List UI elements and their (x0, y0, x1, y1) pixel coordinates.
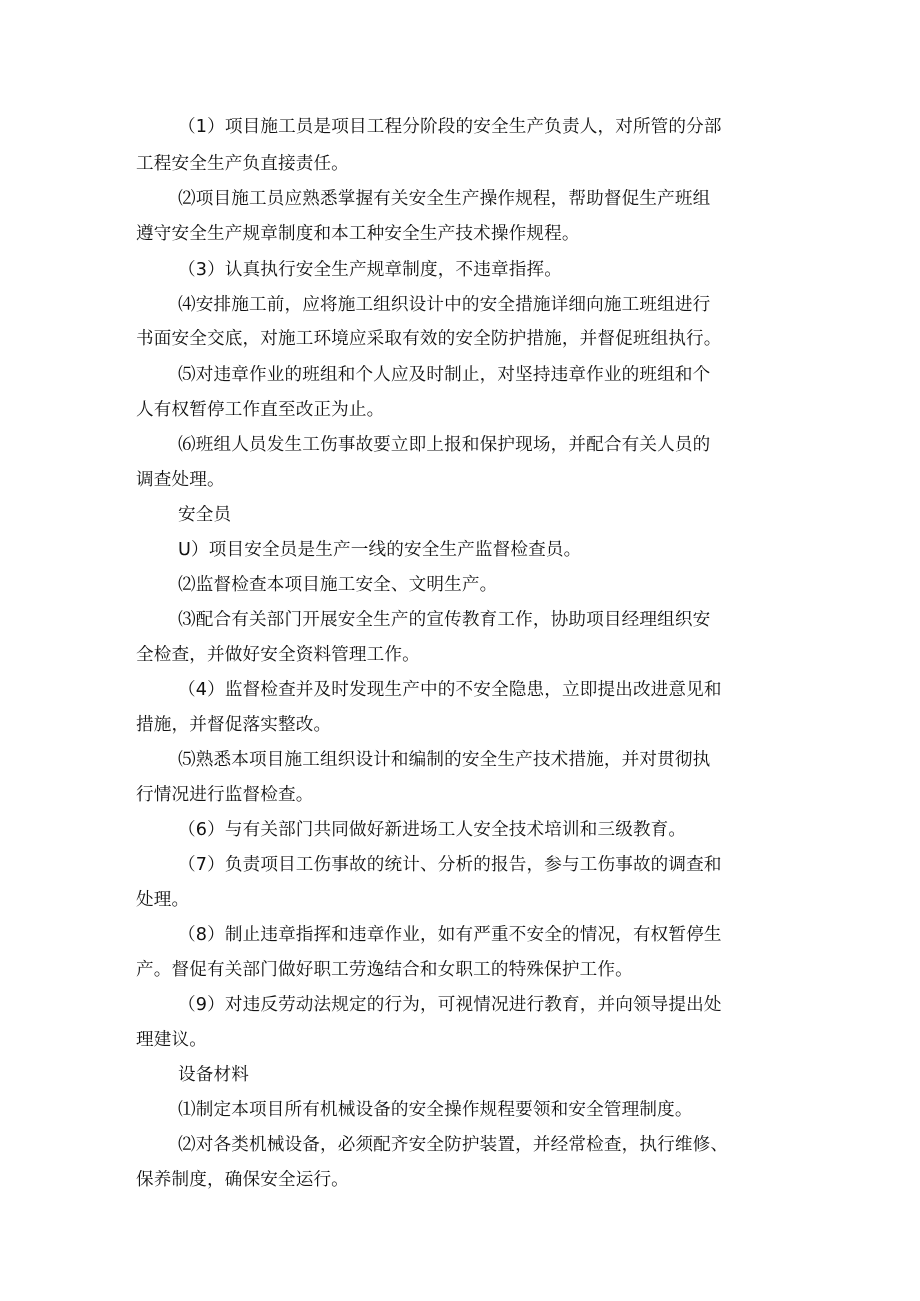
text-line: 人有权暂停工作直至改正为止。 (136, 400, 385, 420)
text-line: 全检查，并做好安全资料管理工作。 (136, 645, 420, 665)
text-line: ⑹班组人员发生工伤事故要立即上报和保护现场，并配合有关人员的 (178, 435, 711, 455)
text-line: 产。督促有关部门做好职工劳逸结合和女职工的特殊保护工作。 (136, 960, 633, 980)
section-heading: 安全员 (178, 505, 232, 525)
text-line: 措施，并督促落实整改。 (136, 715, 332, 735)
text-line: ⑷安排施工前，应将施工组织设计中的安全措施详细向施工班组进行 (178, 295, 711, 315)
text-line: （8）制止违章指挥和违章作业，如有严重不安全的情况，有权暂停生 (178, 925, 722, 945)
text-line: （1）项目施工员是项目工程分阶段的安全生产负责人，对所管的分部 (178, 117, 722, 137)
text-line: 工程安全生产负直接责任。 (136, 154, 349, 174)
section-heading: 设备材料 (178, 1065, 249, 1085)
text-line: ⑴制定本项目所有机械设备的安全操作规程要领和安全管理制度。 (178, 1100, 693, 1120)
text-line: ⑶配合有关部门开展安全生产的宣传教育工作，协助项目经理组织安 (178, 610, 711, 630)
text-line: （9）对违反劳动法规定的行为，可视情况进行教育，并向领导提出处 (178, 995, 722, 1015)
text-line: ⑵监督检查本项目施工安全、文明生产。 (178, 575, 498, 595)
text-line: ⑸对违章作业的班组和个人应及时制止，对坚持违章作业的班组和个 (178, 365, 711, 385)
text-line: （4）监督检查并及时发现生产中的不安全隐患，立即提出改进意见和 (178, 680, 722, 700)
text-line: ⑸熟悉本项目施工组织设计和编制的安全生产技术措施，并对贯彻执 (178, 750, 711, 770)
text-line: 书面安全交底，对施工环境应采取有效的安全防护措施，并督促班组执行。 (136, 329, 722, 349)
text-line: （6）与有关部门共同做好新进场工人安全技术培训和三级教育。 (178, 820, 687, 840)
text-line: 遵守安全生产规章制度和本工种安全生产技术操作规程。 (136, 224, 580, 244)
text-line: （7）负责项目工伤事故的统计、分析的报告，参与工伤事故的调查和 (178, 855, 722, 875)
text-line: 理建议。 (136, 1030, 207, 1050)
text-line: 调查处理。 (136, 470, 225, 490)
text-line: U）项目安全员是生产一线的安全生产监督检查员。 (178, 540, 582, 560)
text-line: （3）认真执行安全生产规章制度，不违章指挥。 (178, 260, 562, 280)
text-line: 保养制度，确保安全运行。 (136, 1170, 349, 1190)
text-line: 行情况进行监督检查。 (136, 785, 314, 805)
text-line: 处理。 (136, 890, 190, 910)
text-line: ⑵对各类机械设备，必须配齐安全防护装置，并经常检查，执行维修、 (178, 1135, 729, 1155)
text-line: ⑵项目施工员应熟悉掌握有关安全生产操作规程，帮助督促生产班组 (178, 189, 711, 209)
